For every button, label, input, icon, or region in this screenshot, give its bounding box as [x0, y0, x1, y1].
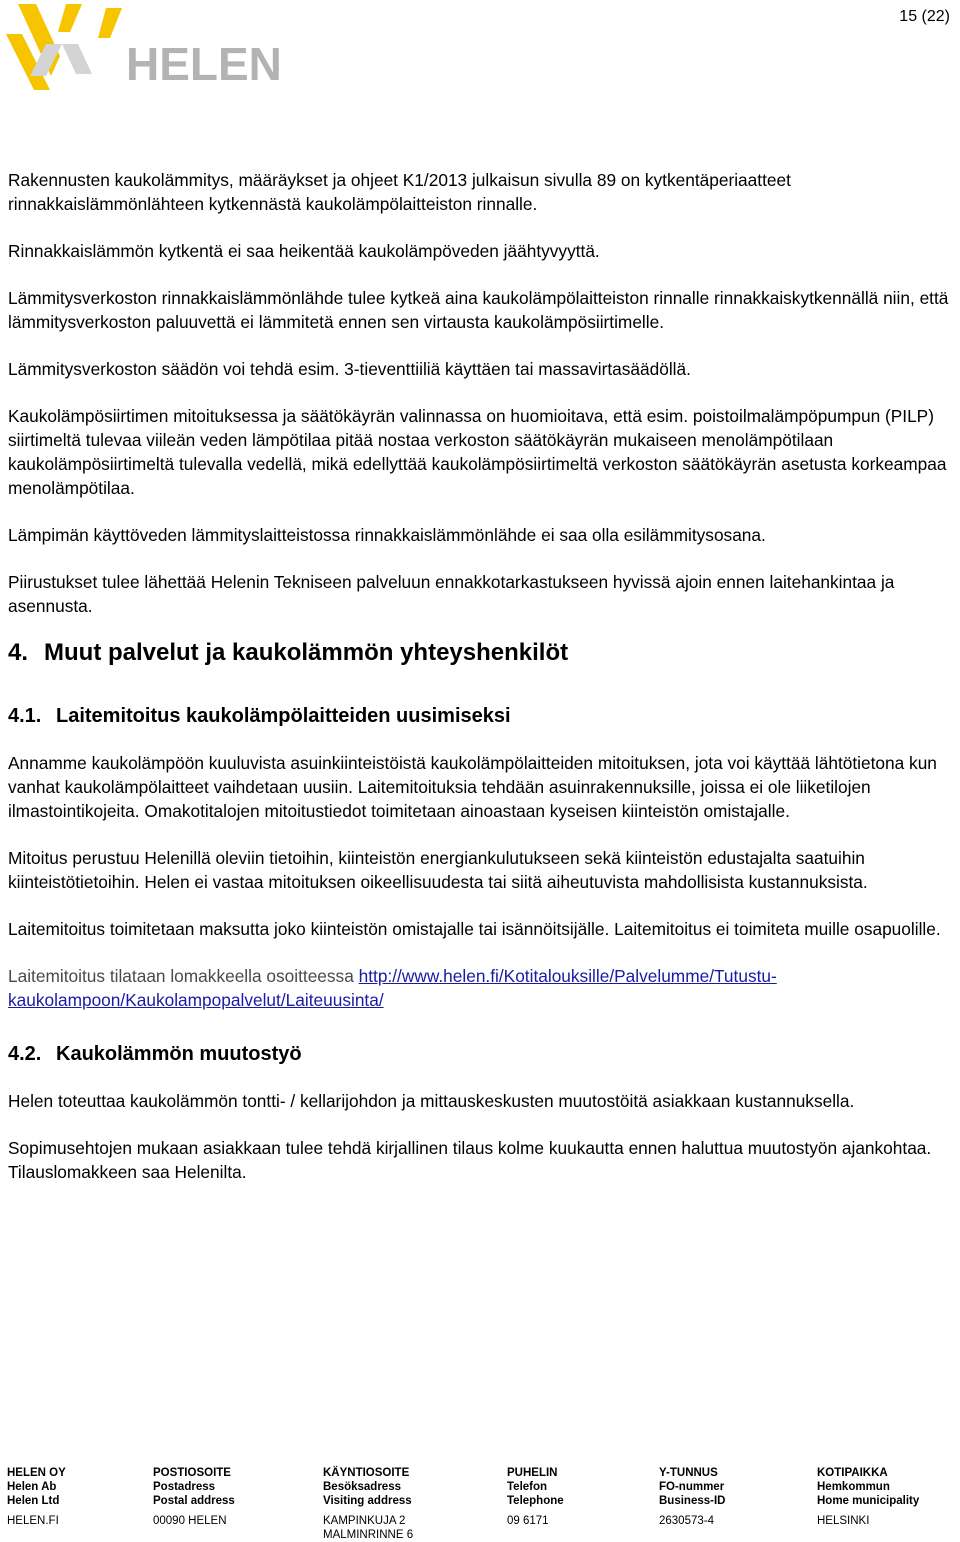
- paragraph-drawings: Piirustukset tulee lähettää Helenin Tekniseen palveluun ennakkotarkastukseen hyvissä ajoin ennen laitehankintaa ja asennusta.: [8, 572, 895, 616]
- footer-label: KÄYNTIOSOITE: [323, 1467, 410, 1479]
- paragraph-sizing-service: Annamme kaukolämpöön kuuluvista asuinkiinteistöistä kaukolämpölaitteiden mitoituksen, jota voi käyttää lähtötietona kun vanhat kaukolämpölaitteet vaihdetaan uusiin. Laitemitoituksia tehdään asuinrakennuksille, joissa ei ole liiketilojen ilmastointikojeita. Omakotitalojen mitoitustiedot toimitetaan ainoastaan kyseisen kiinteistön omistajalle.: [8, 753, 937, 821]
- footer-label: PUHELIN: [507, 1467, 558, 1479]
- footer-label: Helen Ltd: [7, 1495, 60, 1508]
- footer-label: HELEN OY: [7, 1467, 66, 1479]
- order-form-text: Laitemitoitus tilataan lomakkeella osoitteessa: [8, 966, 359, 986]
- footer-value: HELEN.FI: [7, 1514, 59, 1527]
- section-title: Muut palvelut ja kaukolämmön yhteyshenkilöt: [44, 639, 569, 666]
- footer-value: 09 6171: [507, 1514, 549, 1527]
- section-title: Kaukolämmön muutostyö: [56, 1043, 302, 1065]
- footer-visiting: [323, 1466, 413, 1542]
- section-heading-4-1: [8, 704, 958, 728]
- footer-label: Helen Ab: [7, 1481, 57, 1494]
- paragraph-exchanger-sizing: Kaukolämpösiirtimen mitoituksessa ja säätökäyrän valinnassa on huomioitava, että esim. poistoilmalämpöpumpun (PILP) siirtimeltä tulevaa viileän veden lämpötilaa pitää nostaa verkoston säätökäyrän mukaiseen menolämpötilaan kaukolämpösiirtimeltä tulevalla vedellä, mikä edellyttää kaukolämpösiirtimeltä verkoston säätökäyrän asetusta korkeampaa menolämpötilaa.: [8, 406, 947, 498]
- footer-business-id: [659, 1466, 725, 1528]
- section-number: 4.2.: [8, 1043, 42, 1065]
- footer-label: Business-ID: [659, 1495, 726, 1508]
- paragraph-sizing-basis: Mitoitus perustuu Helenillä oleviin tietoihin, kiinteistön energiankulutukseen sekä kiinteistön edustajalta saatuihin kiinteistötietoihin. Helen ei vastaa mitoituksen oikeellisuudesta tai siitä aiheutuvista mahdollisista kustannuksista.: [8, 848, 868, 892]
- section-title: Laitemitoitus kaukolämpölaitteiden uusimiseksi: [56, 705, 511, 727]
- paragraph-modification-work: Helen toteuttaa kaukolämmön tontti- / kellarijohdon ja mittauskeskusten muutostöitä asiakkaan kustannuksella.: [8, 1091, 855, 1111]
- footer-value: 2630573-4: [659, 1514, 714, 1527]
- footer-phone: [507, 1466, 564, 1528]
- footer-label: Visiting address: [323, 1495, 412, 1508]
- footer-label: Home municipality: [817, 1495, 920, 1508]
- paragraph-order-form: [8, 964, 958, 1012]
- section-number: 4.1.: [8, 705, 42, 727]
- footer-label: Postal address: [153, 1495, 235, 1508]
- section-heading-4-2: [8, 1042, 958, 1066]
- paragraph-cooling: Rinnakkaislämmön kytkentä ei saa heikentää kaukolämpöveden jäähtyvyyttä.: [8, 241, 600, 261]
- svg-text:HELEN: HELEN: [126, 38, 282, 90]
- footer-label: POSTIOSOITE: [153, 1467, 231, 1479]
- footer-label: FO-nummer: [659, 1481, 725, 1494]
- section-heading-4: [8, 641, 958, 665]
- footer-value: HELSINKI: [817, 1514, 870, 1527]
- document-body: [8, 168, 958, 1207]
- footer-label: Hemkommun: [817, 1481, 890, 1494]
- footer-label: Y-TUNNUS: [659, 1467, 718, 1479]
- footer-label: Telefon: [507, 1481, 548, 1494]
- paragraph-k1-reference: Rakennusten kaukolämmitys, määräykset ja ohjeet K1/2013 julkaisun sivulla 89 on kytkentäperiaatteet rinnakkaislämmönlähteen kytkennästä kaukolämpölaitteiston rinnalle.: [8, 170, 791, 214]
- footer-label: KOTIPAIKKA: [817, 1467, 888, 1479]
- page-number: 15 (22): [899, 8, 950, 25]
- footer-municipality: [817, 1466, 919, 1528]
- paragraph-domestic-water: Lämpimän käyttöveden lämmityslaitteistossa rinnakkaislämmönlähde ei saa olla esilämmitysosana.: [8, 525, 766, 545]
- footer-value: MALMINRINNE 6: [323, 1528, 414, 1541]
- paragraph-parallel-connection: Lämmitysverkoston rinnakkaislämmönlähde tulee kytkeä aina kaukolämpölaitteiston rinnalle rinnakkaiskytkennällä niin, että lämmitysverkoston paluuvettä ei lämmitetä ennen sen virtausta kaukolämpösiirtimelle.: [8, 288, 949, 332]
- footer-postal: [153, 1466, 235, 1528]
- footer-label: Besöksadress: [323, 1481, 401, 1494]
- footer-value: KAMPINKUJA 2: [323, 1514, 406, 1527]
- footer-value: 00090 HELEN: [153, 1514, 227, 1527]
- footer-label: Postadress: [153, 1481, 216, 1494]
- section-number: 4.: [8, 639, 29, 666]
- paragraph-sizing-delivery: Laitemitoitus toimitetaan maksutta joko kiinteistön omistajalle tai isännöitsijälle. Laitemitoitus ei toimiteta muille osapuolille.: [8, 919, 941, 939]
- footer-label: Telephone: [507, 1495, 564, 1508]
- order-form-link[interactable]: http://www.helen.fi/Kotitalouksille/Palvelumme/Tutustu-kaukolampoon/Kaukolampopalvelut/Laiteuusinta/: [8, 966, 777, 1010]
- paragraph-order-terms: Sopimusehtojen mukaan asiakkaan tulee tehdä kirjallinen tilaus kolme kuukautta ennen haluttua muutostyön ajankohtaa. Tilauslomakkeen saa Helenilta.: [8, 1138, 932, 1182]
- helen-logo: [6, 4, 282, 90]
- paragraph-control: Lämmitysverkoston säädön voi tehdä esim. 3-tieventtiiliä käyttäen tai massavirtasäädöllä.: [8, 359, 691, 379]
- footer-company: [7, 1466, 66, 1528]
